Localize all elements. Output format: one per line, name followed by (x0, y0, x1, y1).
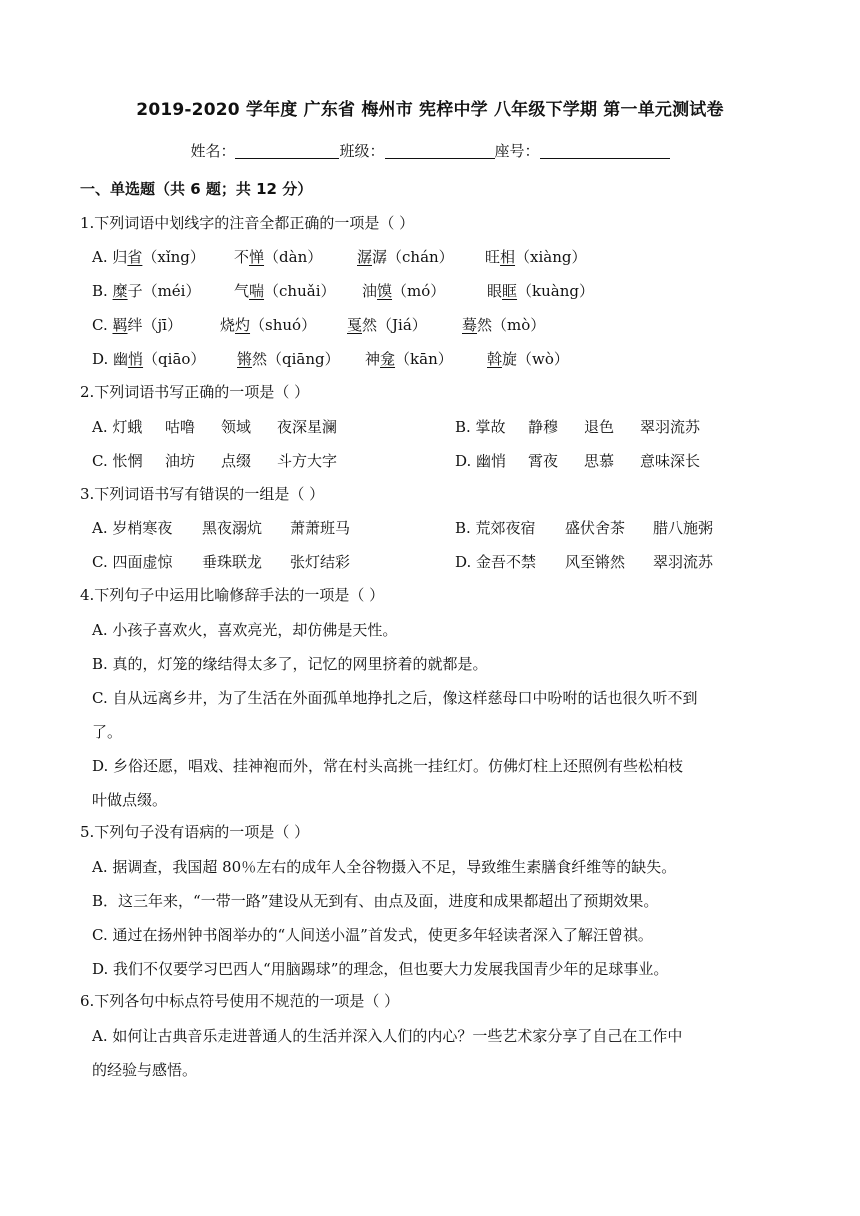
q1-option-d-4: 斡旋（wò） (487, 350, 569, 368)
q3-option-a-2: 黑夜溺炕 (202, 519, 263, 537)
q2-option-d-4: 意味深长 (640, 452, 701, 470)
q1-option-b-2: 气喘（chuǎi） (234, 282, 336, 300)
q2-option-c-2: 油坊 (165, 452, 196, 470)
q4-option-a: A. 小孩子喜欢火，喜欢亮光，却仿佛是天性。 (92, 621, 398, 639)
q1-option-b: B. 糜子（méi） (92, 282, 201, 300)
q1-option-d: D. 幽悄（qiāo） (92, 350, 206, 368)
name-blank[interactable] (235, 142, 339, 159)
q1-option-c-4: 蓦然（mò） (462, 316, 546, 334)
q3-option-b-2: 盛伏舍茶 (565, 519, 626, 537)
q2-option-d-2: 霄夜 (528, 452, 559, 470)
q2-option-d-3: 思慕 (584, 452, 615, 470)
q5-option-a: A. 据调查，我国超 80％左右的成年人全谷物摄入不足，导致维生素膳食纤维等的缺失。 (92, 858, 677, 876)
q1-option-a: A. 归省（xǐng） (92, 248, 205, 266)
q3-option-d-3: 翠羽流苏 (653, 553, 714, 571)
q6-stem: 6.下列各句中标点符号使用不规范的一项是（ ） (80, 992, 400, 1010)
q1-option-d-2: 锵然（qiāng） (237, 350, 340, 368)
q1-option-a-3: 潺潺（chán） (357, 248, 454, 266)
q2-option-b: B. 掌故 (455, 418, 506, 436)
q2-option-b-3: 退色 (584, 418, 615, 436)
q1-option-a-2: 不惮（dàn） (234, 248, 323, 266)
q1-option-d-3: 神龛（kān） (365, 350, 453, 368)
q4-option-d-cont: 叶做点缀。 (92, 791, 168, 809)
class-label: 班级： (339, 142, 385, 160)
q1-option-c-2: 烧灼（shuó） (220, 316, 317, 334)
q2-option-a-2: 咕噜 (165, 418, 196, 436)
q3-option-b: B. 荒郊夜宿 (455, 519, 536, 537)
q2-option-b-2: 静穆 (528, 418, 559, 436)
q2-option-c-4: 斗方大字 (277, 452, 338, 470)
q1-option-c: C. 羁绊（jī） (92, 316, 182, 334)
q3-option-b-3: 腊八施粥 (653, 519, 714, 537)
q2-option-a-3: 领域 (221, 418, 252, 436)
q2-option-d: D. 幽悄 (455, 452, 507, 470)
exam-title: 2019-2020 学年度 广东省 梅州市 宪梓中学 八年级下学期 第一单元测试卷 (136, 100, 724, 120)
q1-option-b-4: 眼眶（kuàng） (487, 282, 594, 300)
q1-stem: 1.下列词语中划线字的注音全都正确的一项是（ ） (80, 214, 415, 232)
seat-label: 座号： (494, 142, 540, 160)
class-blank[interactable] (385, 142, 495, 159)
q3-option-d: D. 金吾不禁 (455, 553, 537, 571)
q2-option-b-4: 翠羽流苏 (640, 418, 701, 436)
q3-option-a: A. 岁梢寒夜 (92, 519, 173, 537)
q3-option-c: C. 四面虚惊 (92, 553, 173, 571)
q1-option-c-3: 戛然（Jiá） (347, 316, 427, 334)
q5-option-c: C. 通过在扬州钟书阁举办的“人间送小温”首发式，使更多年轻读者深入了解汪曾祺。 (92, 926, 653, 944)
q4-option-c: C. 自从远离乡井，为了生活在外面孤单地挣扎之后，像这样慈母口中吩咐的话也很久听不到 (92, 689, 698, 707)
q3-option-c-2: 垂珠联龙 (202, 553, 263, 571)
seat-blank[interactable] (540, 142, 670, 159)
q3-stem: 3.下列词语书写有错误的一组是（ ） (80, 485, 325, 503)
q3-option-c-3: 张灯结彩 (290, 553, 351, 571)
student-info-row (0, 140, 860, 161)
q4-option-b: B. 真的，灯笼的缘结得太多了，记忆的网里挤着的就都是。 (92, 655, 488, 673)
q4-option-d: D. 乡俗还愿，唱戏、挂神袍而外，常在村头高挑一挂红灯。仿佛灯柱上还照例有些松柏枝 (92, 757, 684, 775)
q1-option-a-4: 旺相（xiàng） (485, 248, 587, 266)
q5-stem: 5.下列句子没有语病的一项是（ ） (80, 823, 310, 841)
q5-option-d: D. 我们不仅要学习巴西人“用脑踢球”的理念，但也要大力发展我国青少年的足球事业。 (92, 960, 669, 978)
q2-option-c-3: 点缀 (221, 452, 252, 470)
q6-option-a-cont: 的经验与感悟。 (92, 1061, 198, 1079)
q3-option-a-3: 萧萧班马 (290, 519, 351, 537)
q2-option-a-4: 夜深星澜 (277, 418, 338, 436)
section-heading: 一、单选题（共 6 题；共 12 分） (80, 180, 313, 198)
q5-option-b: B．这三年来，“一带一路”建设从无到有、由点及面，进度和成果都超出了预期效果。 (92, 892, 659, 910)
q6-option-a: A. 如何让古典音乐走进普通人的生活并深入人们的内心？一些艺术家分享了自己在工作中 (92, 1027, 683, 1045)
name-label: 姓名： (190, 142, 236, 160)
q2-stem: 2.下列词语书写正确的一项是（ ） (80, 383, 310, 401)
q2-option-a: A. 灯蛾 (92, 418, 143, 436)
q2-option-c: C. 怅惘 (92, 452, 143, 470)
q4-stem: 4.下列句子中运用比喻修辞手法的一项是（ ） (80, 586, 385, 604)
q4-option-c-cont: 了。 (92, 723, 123, 741)
q1-option-b-3: 油馍（mó） (362, 282, 446, 300)
q3-option-d-2: 风至锵然 (565, 553, 626, 571)
